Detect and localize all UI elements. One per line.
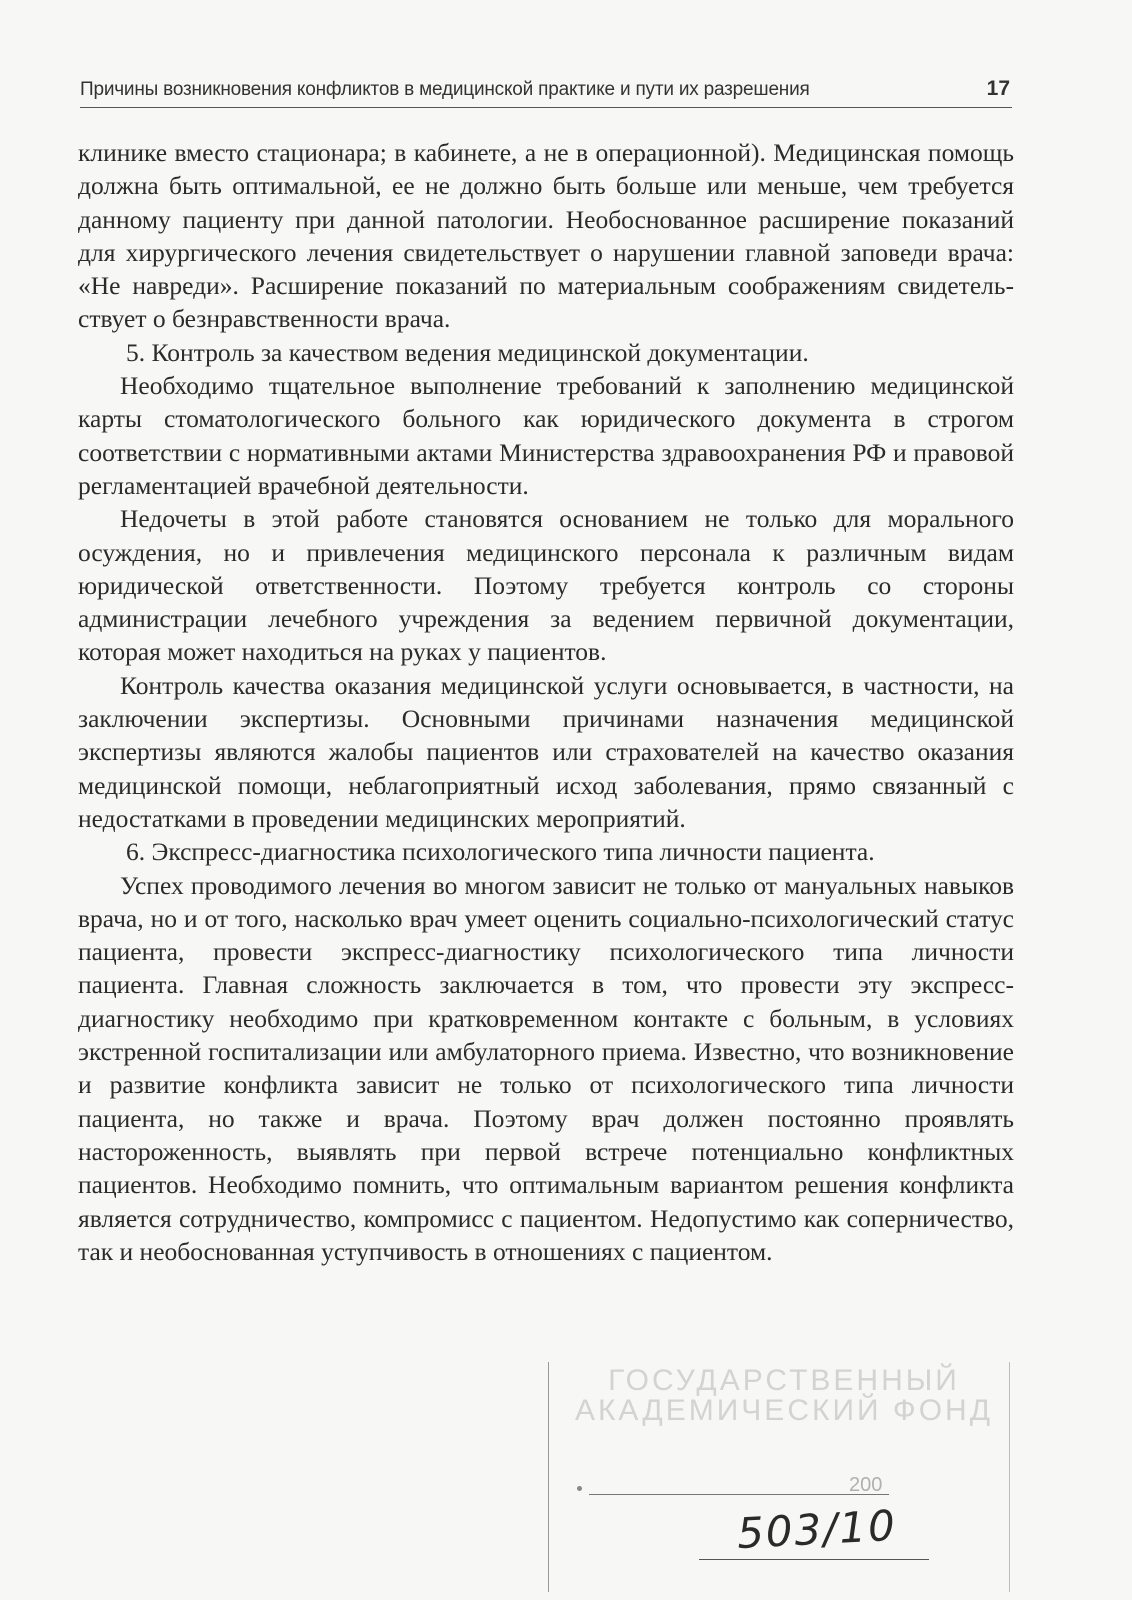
list-item-heading: 6. Экспресс-диагностика психологического типа личности пациента. bbox=[126, 837, 875, 867]
paragraph: Контроль качества оказания медицинской услуги основывается, в частности, на заключении экспертизы. Основными причинами назначения медицинской экспертизы являются жалобы пациентов или страхователей на качество оказания медицинской помощи, неблагоприятный исход заболевания, прямо связанный с недостатками в проведении медицинских мероприятий. bbox=[78, 670, 1014, 833]
main-text bbox=[78, 136, 1014, 1268]
running-header bbox=[80, 74, 1012, 108]
paragraph: Успех проводимого лечения во многом зависит не только от мануальных навыков врача, но и от того, насколько врач умеет оценить социально-психологический статус пациента, провести экспресс-диагностику психологического типа личности пациента. Главная сложность заключается в том, что провести эту экспресс-диагностику необходимо при кратковременном контакте с больным, в условиях экстренной госпитализации или амбулаторного приема. Известно, что возникновение и развитие конфликта зависит не только от психологического типа личности пациента, но также и врача. Поэтому врач должен постоянно проявлять настороженность, выявлять при первой встрече потенциально конфликтных пациентов. Необходимо помнить, что оптимальным вариантом решения конфликта является сотрудничество, компромисс с пациентом. Недопустимо как соперничество, так и необоснованная уступчивость в отношениях с пациентом. bbox=[78, 870, 1014, 1266]
paragraph: Недочеты в этой работе становятся основанием не только для морального осуждения, но и привлечения медицинского персонала к различным видам юридической ответственности. Поэтому требуется контроль со стороны администрации лечебного учреждения за ведением первичной документации, которая может находиться на руках у пациентов. bbox=[78, 504, 1014, 667]
stamp-rule bbox=[589, 1494, 889, 1495]
list-item-heading: 5. Контроль за качеством ведения медицинской документации. bbox=[126, 337, 809, 367]
paragraph: Необходимо тщательное выполнение требований к заполнению медицинской карты стоматологического больного как юридического документа в строгом соответствии с нормативными актами Министерства здравоохранения РФ и правовой регламентацией врачебной деятельности. bbox=[78, 371, 1014, 500]
stamp-underline bbox=[699, 1559, 929, 1560]
running-title: Причины возникновения конфликтов в медицинской практике и пути их разрешения bbox=[80, 79, 810, 100]
page-number: 17 bbox=[986, 77, 1010, 100]
library-stamp bbox=[548, 1362, 1010, 1592]
stamp-year: 200 bbox=[849, 1474, 883, 1496]
handwritten-inventory-number: 503/10 bbox=[735, 1500, 898, 1559]
stamp-mark bbox=[577, 1486, 582, 1491]
paragraph: клинике вместо стационара; в кабинете, а не в операционной). Медицинская помощь должна быть оптимальной, ее не должно быть больше или меньше, чем требуется данному пациенту при данной патологии. Необоснованное расширение показаний для хирургического лечения свидетельствует о нарушении главной заповеди врача: «Не навреди». Расширение показаний по материальным соображениям свидетельствует о безнравственности врача. bbox=[78, 138, 1014, 334]
stamp-faded-text: ГОСУДАРСТВЕННЫЙ АКАДЕМИЧЕСКИЙ ФОНД bbox=[574, 1364, 994, 1427]
